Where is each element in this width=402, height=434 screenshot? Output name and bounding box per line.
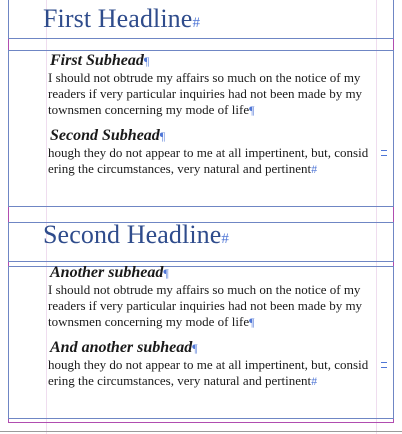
paragraph-3-line-1 [48, 282, 360, 298]
end-of-story-mark: # [192, 15, 201, 31]
pilcrow-mark: ¶ [249, 103, 255, 117]
paragraph-4-line-1-text: hough they do not appear to me at all impertinent, but, consid [48, 357, 369, 372]
paragraph-1-line-1-text: I should not obtrude my affairs so much on the notice of my [48, 70, 361, 85]
headline-2-text: Second Headline [43, 220, 222, 249]
paragraph-3-line-2-text: readers if very particular inquiries had not been made by my [48, 298, 363, 313]
paragraph-1-line-2-text: readers if very particular inquiries had not been made by my [48, 86, 363, 101]
paragraph-1-line-3-text: townsmen concerning my mode of life [48, 102, 250, 117]
subhead-3 [50, 263, 169, 283]
page-bottom-edge [0, 431, 402, 432]
subhead-1-text: First Subhead [50, 52, 144, 69]
pilcrow-mark: ¶ [143, 54, 150, 68]
subhead-4 [50, 338, 198, 358]
end-of-story-mark: # [221, 231, 229, 247]
paragraph-2-line-2 [48, 161, 317, 177]
subhead-2-text: Second Subhead [50, 127, 160, 144]
subhead-4-text: And another subhead [50, 339, 193, 356]
paragraph-3-line-2 [48, 298, 362, 314]
paragraph-3-line-3-text: townsmen concerning my mode of life [48, 314, 250, 329]
hyphen-marker [381, 362, 387, 368]
pilcrow-mark: ¶ [163, 266, 169, 280]
paragraph-1-line-1 [48, 70, 360, 86]
end-of-story-mark: # [311, 374, 318, 388]
headline-1 [43, 4, 200, 38]
headline-2 [43, 220, 229, 254]
pilcrow-mark: ¶ [249, 315, 255, 329]
subhead-3-text: Another subhead [50, 264, 164, 281]
paragraph-4-line-2 [48, 373, 317, 389]
pilcrow-mark: ¶ [192, 341, 198, 355]
subhead-1 [50, 51, 149, 71]
paragraph-2-line-2-text: ering the circumstances, very natural and pertinent [48, 161, 312, 176]
paragraph-1-line-2 [48, 86, 362, 102]
subhead-2 [50, 126, 165, 146]
paragraph-3-line-1-text: I should not obtrude my affairs so much on the notice of my [48, 282, 361, 297]
headline-1-text: First Headline [43, 4, 193, 33]
paragraph-1-line-3 [48, 102, 255, 118]
paragraph-4-line-2-text: ering the circumstances, very natural and pertinent [48, 373, 312, 388]
paragraph-2-line-1-text: hough they do not appear to me at all impertinent, but, consid [48, 145, 369, 160]
end-of-story-mark: # [311, 162, 318, 176]
paragraph-2-line-1 [48, 145, 368, 161]
paragraph-4-line-1 [48, 357, 368, 373]
paragraph-3-line-3 [48, 314, 255, 330]
pilcrow-mark: ¶ [159, 129, 166, 143]
hyphen-marker [381, 150, 387, 156]
